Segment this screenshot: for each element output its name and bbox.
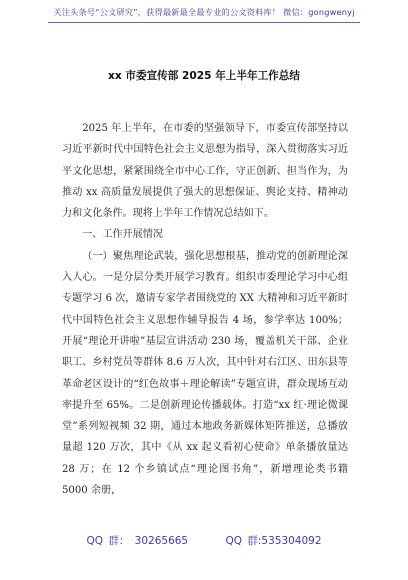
subsection-paragraph: （一）聚焦理论武装，强化思想根基，推动党的创新理论深入人心。一是分层分类开展学习教育。组织市委理论学习中心组专题学习 6 次，邀请专家学者围绕党的 XX 大精神和习近平新时代中国特色社会主义思想作辅导报告 4 场，参学率达 100%；开展“理论开讲啦”基层宣讲活动 230 场，覆盖机关干部、企业职工、乡村党员等群体 8.6 万人次，其中针对右江区、田东县等革命老区设计的“红色故事＋理论解读”专题宣讲，群众现场互动率提升至 65%。二是创新理论传播载体。打造“xx 红·理论微课堂”系列短视频 32 期，通过本地政务新媒体矩阵推送，总播放量超 120 万次，其中《从 xx 起义看初心使命》单条播放量达 28 万；在 12 个乡镇试点“理论图书角”，新增理论类书籍 5000 余册， <box>62 250 348 497</box>
document-title: xx 市委宣传部 2025 年上半年工作总结 <box>108 70 300 82</box>
qq-group-footer <box>0 533 408 548</box>
document-body <box>62 118 348 501</box>
promo-header: 关注头条号“公文研究”，获得最新最全最专业的公文资料库！ 微信：gongwenyj <box>53 7 355 17</box>
intro-paragraph: 2025 年上半年，在市委的坚强领导下，市委宣传部坚持以习近平新时代中国特色社会主义思想为指导，深入贯彻落实习近平文化思想，紧紧围绕全市中心工作，守正创新、担当作为，为推动 xx 高质量发展提供了强大的思想保证、舆论支持、精神动力和文化条件。现将上半年工作情况总结如下。 <box>62 123 348 220</box>
qq-group-1: QQ 群： 30265665 <box>86 535 189 547</box>
section-heading: 一、工作开展情况 <box>82 229 163 241</box>
header-divider <box>48 22 360 23</box>
qq-group-2: QQ 群:535304092 <box>225 535 322 547</box>
